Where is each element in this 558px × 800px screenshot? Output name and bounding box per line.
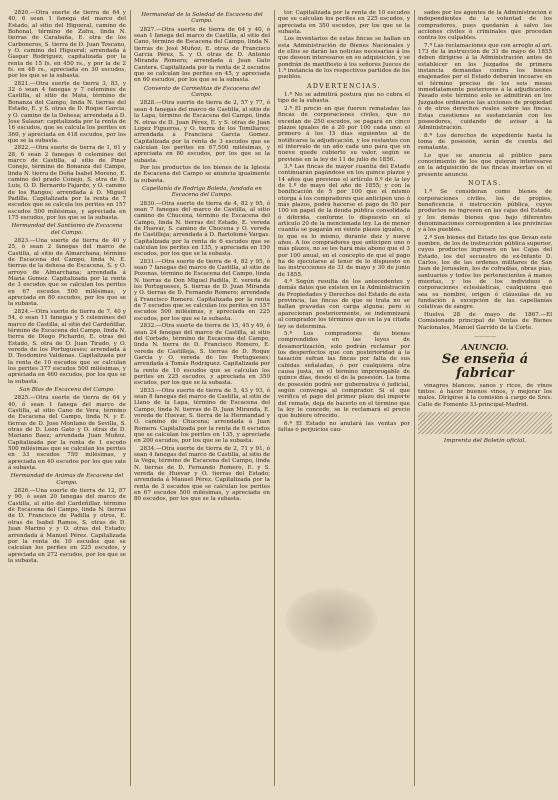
- lot-paragraph: 2832.—Otra suerte de tierra de 15, 45 y 49, ó sean 24 fanegas del marco de Castilla, al sitio del Cortado, término de Escacena del Campo, linda N. tierra de D. Francisco Romero, E. vereda de Castilleja, S. tierras de D. Roque Garcia y O. vereda de los Portugueses; arrendada á Tomás Rodriguez. Capitalizada por la renta de 10 escudos que se calculan los perites en 225 escudos, y apreciada en 350 escudos, por los que se la subasta.: [134, 323, 270, 387]
- lot-paragraph: 2834.—Otra suerte de tierra de 2, 71 y 91, ó sean 4 fanegas del marco de Castilla, al sitio de la Vega, término de Escacena del Campo, linda N. tierras de D. Fernando Romero, E. y S. vereda de Huevar y O. tierras del Estado; arrendada á Manuel Pérez. Capitalizada por la renta de 3 escudos que se calculan los perites en 67 escudos 500 milésimas, y apreciada en 80 escudos, por los que se la subasta.: [134, 445, 270, 503]
- advertencia-item: 2.ª El precio en que fueren rematadas las fincas de corporaciones civiles, que no excedan de 250 escudos, se pagará en cinco plazos iguales de á 20 por 100 cada uno: el primero á los 15 días siguientes al de notificarse la adjudicación, y los restantes con el intervalo de un año cada uno para que en nueve quede cubierto su valor, según se previene en la ley de 11 de julio de 1856.: [278, 105, 410, 163]
- ad-text: vinagres blancos, sanos y ricos, de vinos tintos: á hacer buenos vinos, y mejorar los malos. Dirigirse á la comisión á cargo de Sres. Calle de Fomento 33-principal-Madrid.: [418, 382, 552, 408]
- lot-paragraph: 2821.—Otra suerte de tierra 3, 83, y 32 ó sean 4 fanegas y 7 celemines de Castilla, al sitio de Mata, término de Bonanza del Campo, linda N. tierras del Estado, E. y S. otras de D. Roque Garcia, y O. camino de la Dehesa; arrendada á D. Jose Salazar: capitalizada por la renta de 16 escudos, que se calcula los perites en 360, y apreciada en 418 escudos, por los que se la subasta.: [8, 80, 126, 144]
- column-rule: [414, 10, 415, 786]
- advertencia-item: 4.ª Según resulta de los antecedentes y demás datos que existen en la Administración de Propiedades y Derechos del Estado de esta provincia, las fincas de que se trata no se hallan gravadas con carga alguna; pero si aparecieran posteriormente, se indemnizará al comprador los términos que en la ya citada ley se determina.: [278, 279, 410, 330]
- signature-dateline: Huelva 28 de mayo de 1867.—El Comisionado principal de Ventas de Bienes Nacionales, Manuel Garrido de la Corte.: [418, 311, 552, 331]
- advertencia-item: 6.ª El Estado no anulará las ventas por faltas ó perjuicios cau-: [278, 420, 410, 433]
- column-4: [418, 10, 552, 790]
- nota-item: 1.ª Se consideran como bienes de corporaciones civiles, los de propios, beneficencia é instrucción pública, cuyos productos no ingresen en las cajas del Estado, y los demás bienes que bajo diferentes denominaciones corresponden á las provincias y á los pueblos.: [418, 189, 552, 234]
- notice-paragraph: Los inventarios de estas fincas se hallan en esta Administración de Bienes Nacionales y de ellos se darán las noticias necesarias á los que deseen interesarse en su adquisición, y se pondrán de manifiesto á los señores Jueces de 1.ª instancia de los respectivos partidos de los pueblos.: [278, 36, 410, 81]
- section-heading: Hermandad de la Soledad de Escacena del Campo.: [141, 12, 263, 25]
- section-heading: Convento de Carmelitas de Escacena del Campo.: [143, 85, 261, 99]
- lot-paragraph: 2828.—Otra suerte de tierra de 2, 57 y 77, ó sean 4 fanegas del marco de Castilla, al sitio de la Lapa, término de Escacena del Campo, linda N. otras de D. Juan Pérez, E. y S. otras de Juan Lopez Figueroa, y O. tierra de los Tomillares; arrendada á Francisca Garcia Gomez. Capitalizada por la renta de 3 escudos que se calculan los perites en 67,500 milésimas, y apreciada en 80 escudos, por los que se la subasta.: [134, 100, 270, 164]
- section-heading: Capellanía de Rodrigo Boleda, fundada en Escacena del Campo.: [142, 185, 262, 199]
- notas-heading: NOTAS.: [468, 179, 502, 187]
- lot-paragraph: 2823.—Una suerte de tierra de 40 y 25, ó sean 2 fanegas del marco de Castilla, al sitio de Almarchana, término de Escacena del Campo, linda N. E. tierras de la dehesa de Escacena, S. y O. arroyo de Almarchana; arrendada á Maria Gomez. Capitalizada por la renta de 3 escudos que se calculan los perites en 67 escudos 500 milésimas, y apreciada en 80 escudos, por los que se la subasta.: [8, 238, 126, 308]
- nota-item: 2.ª Son bienes del Estado los que llevan este nombre, de los de instrucción pública superior, cuyos productos ingresen en las Cajas del Estado, los del secuestro de ex-Infante D. Cárlos, los de las ordenes militares de San Juan de Jerusalen, los de cofradías, obras pías, santuarios y todos los pertenecientes á manos muertas, y los de los individuos ó corporaciones eclesiásticas, cualquiera que sea su nombre, origen ó cláusulas de su fundación á excepción de las capellanías colativas de sangre.: [418, 234, 552, 311]
- section-heading: San Blas de Escacena del Campo.: [19, 386, 115, 393]
- column-3: [278, 10, 410, 790]
- decorative-ornament: [418, 412, 552, 434]
- lot-paragraph: 2830.—Otra suerte de tierra de 4, 82 y 95, ó sean 7 fanegas del marco de Castilla, al sitio camino de Chucena, término de Escacena del Campo, linda N. tierras del Estado, E. vereda de Huevar, S. camino de Chucena y O. vereda de Castilleja; arrendada á D. Bartolomé Vargas. Capitalizada por la renta de 6 escudos que se calculan los perites en 135, y apreciada en 150 escudos, por los que se la subasta.: [134, 200, 270, 258]
- section-heading: Hermandad de Animas de Escacena del Campo.: [10, 473, 124, 486]
- lot-paragraph: 2831.—Otra suerte de tierra de 4, 82 y 95, ó sean 7 fanegas del marco de Castilla, al sitio de Pozonas, término de Escacena del Campo, linda N. tierras de Don Miguel Padilla, E. vereda de los Portugueses, S. tierras de D. Juan Miranda y O. tierras de D. Fernando Romero; arrendada á Francisco Romero. Capitalizada por la renta de 7 escudos que se calculan los perites en 157 escudos 500 milésimas, y apreciada en 225 escudos, por los que se la subasta.: [134, 258, 270, 322]
- advertencias-heading: ADVERTENCIAS.: [306, 82, 382, 90]
- lot-paragraph: 2827.—Otra suerte de tierra de 64 y 40, ó sean 1 fanega del marco de Castilla, al sitio del Cano, término de Escacena del Campo, linda N. tierras de José Muñoz, E. otras de Francisco Garcia Pérez, S. y O. otras de D. Antonio Miranda Romero; arrendada á Juan Gato Cantera. Capitalizada por la renta de 2 escudos que se calculan los perites en 45, y apreciada en 60 escudos, por los que se la subasta.: [134, 26, 270, 84]
- advertencia-item: sados por los agentes de la Administración é independientes de la voluntad de los compradores, pues quedarán á salvo las acciones civiles ó criminales que procedan contra los culpables.: [418, 10, 552, 42]
- anuncio-heading: ANUNCIO.: [461, 342, 509, 353]
- lot-paragraph: 2825.—Otra suerte de tierra de 64 y 40, ó sean 1 fanega del marco de Castilla, al sitio Cano de Vera, término de Escacena del Campo, linda N. y E. tierras de D. Jose Montano de Sevilla, S. otras de D. Leon Gato y O. otras de D. Mariano Baez; arrendada Juan Muñoz. Capitalizada por la renta de 1 escudo 500 milésimas que se calculan los perites en 33 escudos 750 milésimas, y apreciada en 40 escudos por los que sale á subasta.: [8, 395, 126, 472]
- lot-paragraph: Por los productos de los bienes de la Iglesia de Escacena del Campo se anuncia igualmente la subasta.: [134, 164, 270, 184]
- advertencia-item: 1.ª No se admitirá postura que no cubra el tipo de la subasta.: [278, 92, 410, 105]
- lot-paragraph: 2822.—Otra suerte de tierra de 1, 61 y 28, 6 sean 2 fanegas 6 celemines del marco de Castilla, al sitio de Pinar Conejo, término de Bonanza del Campo, linda N. tierra de Doña Isabel Moreno, E. camino del prado Conejo, S. otra de D. Luis, O. D. Bernardo Fajardo, y O. camino de los Rangos; arrendada á D. Miguel Padilla. Capitalizada por la renta de 7 escudos que se calcula los perites en 157 escudos 500 milésimas, y apreciada en 175 escudos, por los que se la subasta.: [8, 145, 126, 221]
- advertencia-item: 3.ª Las fincas de mayor cuantía del Estado continuarán pagándose en los quince plazos y 14 años que previene el artículo 6.º de la ley de 1.º de mayo del año de 1855; y con la bonificación de 5 por 100 que el mismo otorga á los compradores que anticipen uno ó más plazos, podrá hacerse el pago de 50 por 100 en papel de la deuda pública consolidada ó diferida, conforme lo dispuesto en el artículo 20 de la mencionada ley. La de menor cuantía se pagarán en veinte plazos iguales, ó lo que es lo mismo, durante diez y nueve años. A los compradores que anticipen uno ó más plazos, no se les hará más abono que el 3 por 100 anual, en el concepto de que el pago ha de ejecutarse al tenor de lo dispuesto en las instrucciones de 31 de mayo y 30 de junio de 1855.: [278, 163, 410, 278]
- divider: ————: [473, 333, 497, 340]
- notice-paragraph: Lo que se anuncia al público para conocimiento de los que quieran interesarse en la adquisición de las fincas insertas en el presente anuncio.: [418, 152, 552, 178]
- column-2: [134, 10, 270, 790]
- column-1: [8, 10, 126, 790]
- printer-imprint: Imprenta del Boletín oficial.: [443, 437, 527, 444]
- lot-paragraph: 2826.—Una suerte de tierra de 12, 87 y 90, ó sean 20 fanegas del marco de Castilla, al sitio del Cardeñillar, término de Escacena del Campo, linda N. tierras de D. Francisco de Padilla y otros, E. otras de Isabel Ramos, S. otras de D. Juan Marino y y O. otras del Estado; arrendada á Manuel Pérez. Capitalizada por la renta de 10 escudos que se calculan los perites en 225 escudos, y apreciada en 272 escudos, por los que se la subasta.: [8, 488, 126, 564]
- advertencia-item: 7.ª Las reclamaciones que con arreglo al art. 173 de la instrucción de 31 de mayo de 1855 deben dirigirse á la Administración antes de establecer en los Juzgados de primera instancia demandas contra los bienes enajenados por el Estado deberán incoarse en el término preciso de los seis meses inmediatamente posteriores á la adjudicación. Pasado este término solo se admitirán en los Juzgados ordinarios las acciones de propiedad ó de otros derechos reales sobre las fincas. Estas cuestiones se sustanciarán con los poseedores, cuidando de avisar á la Administración.: [418, 42, 552, 132]
- lot-paragraph: tor. Capitalizada por la renta de 10 escudos que se calculan los perites en 225 escudos, y apreciada en 350 escudos, por los que se la subasta.: [278, 10, 410, 36]
- column-rule: [274, 10, 275, 786]
- column-rule: [130, 10, 131, 786]
- advertencia-item: 8.ª Los derechos de expediente hasta la toma de posesión, serán de cuenta del rematante.: [418, 132, 552, 152]
- lot-paragraph: 2833.—Otra suerte de tierra de 5, 43 y 93, ó sean 8 fanegas del marco de Castilla, al sitio de Llano de la Lapa, término de Escacena del Campo, linda N. tierras de D. Juan Miranda, E. vereda de Huevar, S. tierra de la Hermandad y O. camino de Chucena; arrendada á Juan Romero. Capitalizada por la renta de 6 escudos que se calculan los perites en 135, y apreciada en 200 escudos, por los que se la subasta.: [134, 387, 270, 445]
- lot-paragraph: 2824.—Otra suerte de tierra de 7, 40 y 54, ó sean 11 fanegas y 5 celemines del marco de Castilla, al sitio del Cardeñillar, término de Escacena del Campo, linda N. tierra de Diego Pichardo, E. otras del Estado, S. otra de D. Juan Tirado, y O. vereda de los Portugueses; arrendada á D. Teodomiro Valdenas. Capitalizada por la renta de 10 escudos que se calculan los perites 377 escudos 500 milésimas, y apreciada en 460 escudos, por los que se la subasta.: [8, 308, 126, 385]
- advertencia-item: 5.ª Los compradores de bienes comprendidos en las leyes de desamortización, solo podrán reclamar por los desperfectos que con posterioridad á la tasación sufran las fincas por falta de sus cabidas señaladas, ó por cualquiera otra causa justa, en el término improrogable de quince días, desde el de la posesión. La toma de posesión podrá ser gubernativa ó judicial, según convenga al comprador. Si el que verifica el pago del primer plazo del importe del remate, deja de hacerlo en el término que la ley le concede, se le reclamará el precio que hubiere ofrecido.: [278, 330, 410, 420]
- section-heading: Hermandad del Santísimo de Escacena del Campo.: [11, 223, 123, 236]
- ad-banner: Se enseña á fabricar: [441, 351, 529, 381]
- lot-paragraph: 2820.—Otra suerte de tierra de 64 y 40, 6 sean 1 fanega del marco del Estado, al sitio del Higueral, camino de Bohonal, término de Zafra, linda N. tierras de Carabaña, E. otra de los Carboneros, S. tierra de D. Juan Toscano, y O. camino del Higueral; arrendada á Gaspar Rodriguez, capitalizada por la renta de 15 fs. en 450 rs., y por la de 2 fs. en 48 rs., apreciada en 30 escudos, por los que se la subasta.: [8, 10, 126, 80]
